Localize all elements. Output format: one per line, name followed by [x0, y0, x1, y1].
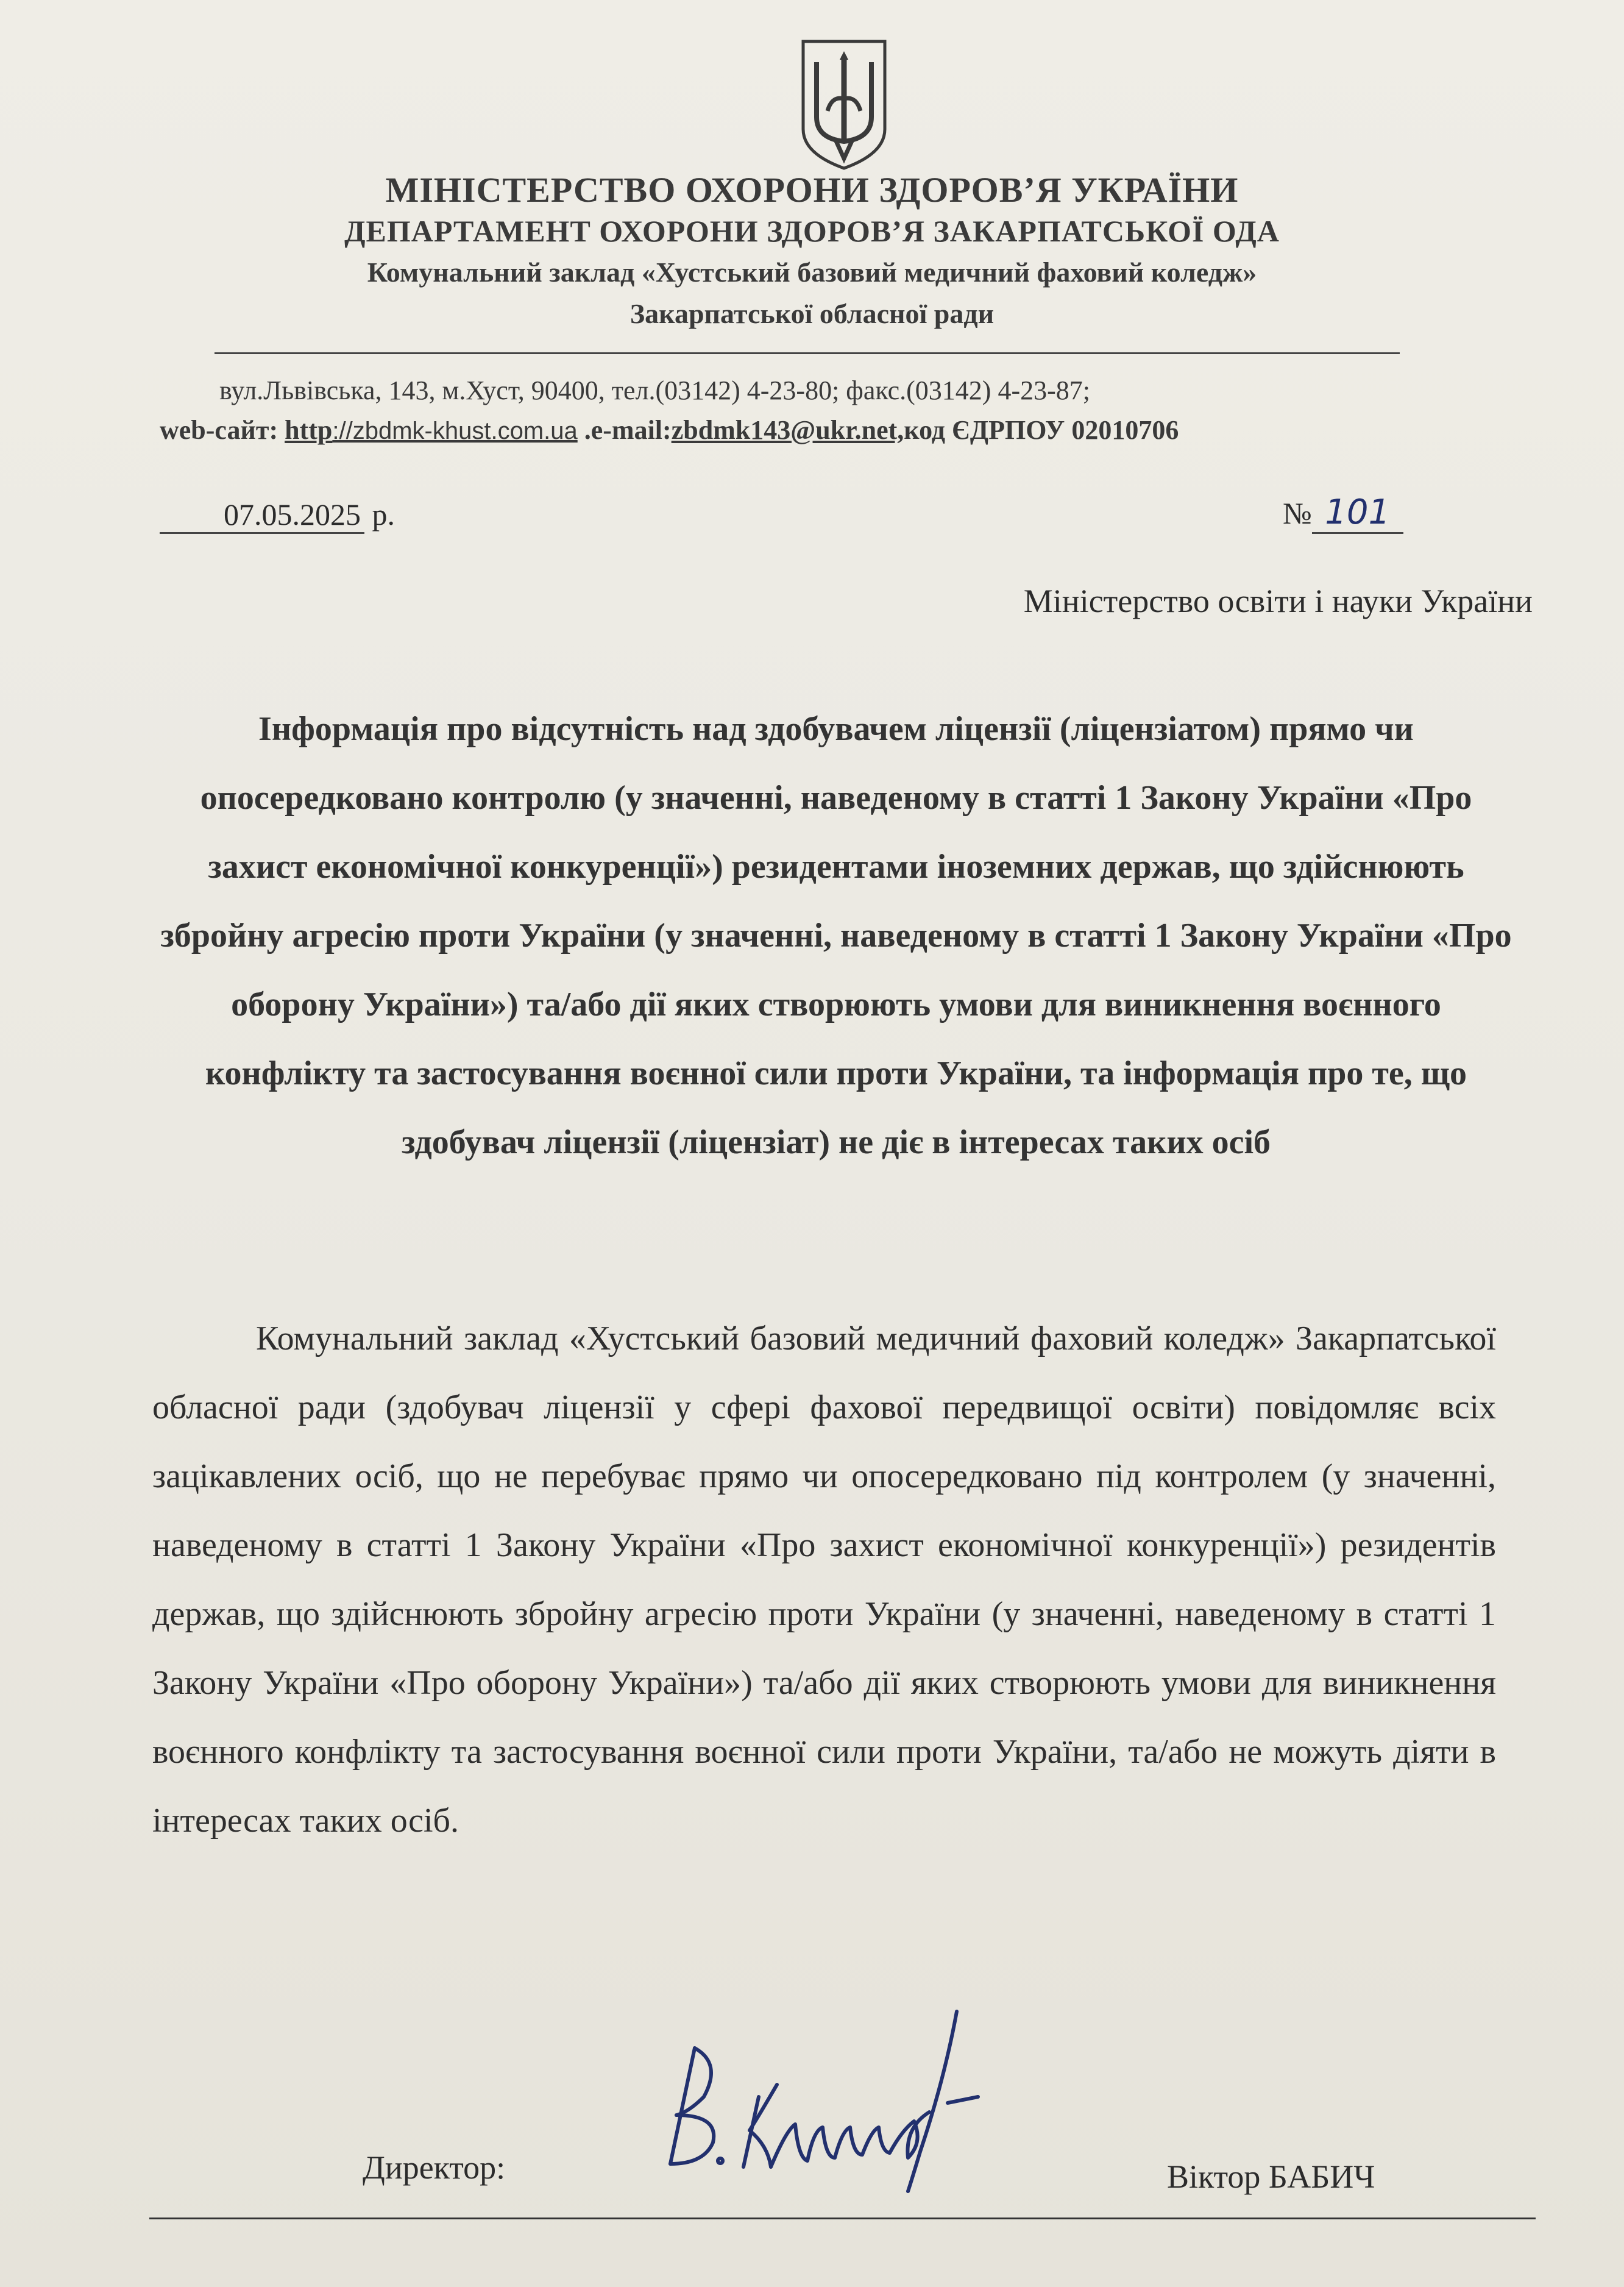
email-link[interactable]: zbdmk143@ukr.net,: [671, 415, 904, 445]
web-label: web-сайт:: [160, 415, 278, 445]
letter-number: [1283, 493, 1403, 534]
director-name: Віктор БАБИЧ: [1167, 2158, 1375, 2195]
trident-coat-of-arms-icon: [798, 38, 890, 172]
website-link[interactable]: ://zbdmk-khust.com.ua: [332, 418, 578, 444]
addressee: Міністерство освіти і науки України: [1023, 583, 1533, 619]
date-value: 07.05.2025: [160, 497, 364, 534]
institution-name: Комунальний заклад «Хустський базовий медичний фаховий коледж»: [367, 257, 1257, 288]
council-name: Закарпатської обласної ради: [629, 298, 995, 329]
handwritten-signature: [652, 2005, 981, 2200]
email-label: .e-mail:: [584, 415, 672, 445]
ministry-title: МІНІСТЕРСТВО ОХОРОНИ ЗДОРОВ’Я УКРАЇНИ: [385, 170, 1239, 210]
date-suffix: р.: [372, 497, 395, 532]
signature-divider: [149, 2218, 1536, 2219]
number-value: 101: [1312, 493, 1403, 534]
body-text: Комунальний заклад «Хустський базовий медичний фаховий коледж» Закарпатської обласної ради (здобувач ліцензії у сфері фахової передвищої освіти) повідомляє всіх зацікавлених осіб, що не перебуває прямо чи опосередковано під контролем (у значенні, наведеному в статті 1 Закону України «Про захист економічної конкуренції») резидентів держав, що здійснюють збройну агресію проти України (у значенні, наведеному в статті 1 Закону України «Про оборону України») та/або дії яких створюють умови для виникнення воєнного конфлікту та застосування воєнної сили проти України, та/або не можуть діяти в інтересах таких осіб.: [152, 1320, 1496, 1840]
letter-date: [160, 497, 395, 534]
body-paragraph: [152, 1304, 1496, 1855]
header-divider: [215, 352, 1400, 354]
edrpou-code: код ЄДРПОУ 02010706: [904, 415, 1179, 445]
contact-line: [160, 414, 1179, 446]
document-title: Інформація про відсутність над здобувачем ліцензії (ліцензіатом) прямо чи опосередковано контролю (у значенні, наведеному в статті 1 Закону України «Про захист економічної конкуренції») резидентами іноземних держав, що здійснюють збройну агресію проти України (у значенні, наведеному в статті 1 Закону України «Про оборону України») та/або дії яких створюють умови для виникнення воєнного конфлікту та застосування воєнної сили проти України, та інформація про те, що здобувач ліцензії (ліцензіат) не діє в інтересах таких осіб: [160, 710, 1512, 1161]
department-title: ДЕПАРТАМЕНТ ОХОРОНИ ЗДОРОВ’Я ЗАКАРПАТСЬКОЇ ОДА: [344, 214, 1280, 248]
director-label: Директор:: [363, 2149, 506, 2186]
postal-address: вул.Львівська, 143, м.Хуст, 90400, тел.(03142) 4-23-80; факс.(03142) 4-23-87;: [219, 375, 1090, 405]
signature-strokes: [670, 2011, 978, 2191]
number-label: №: [1283, 496, 1312, 530]
web-protocol-link[interactable]: http: [285, 415, 333, 445]
